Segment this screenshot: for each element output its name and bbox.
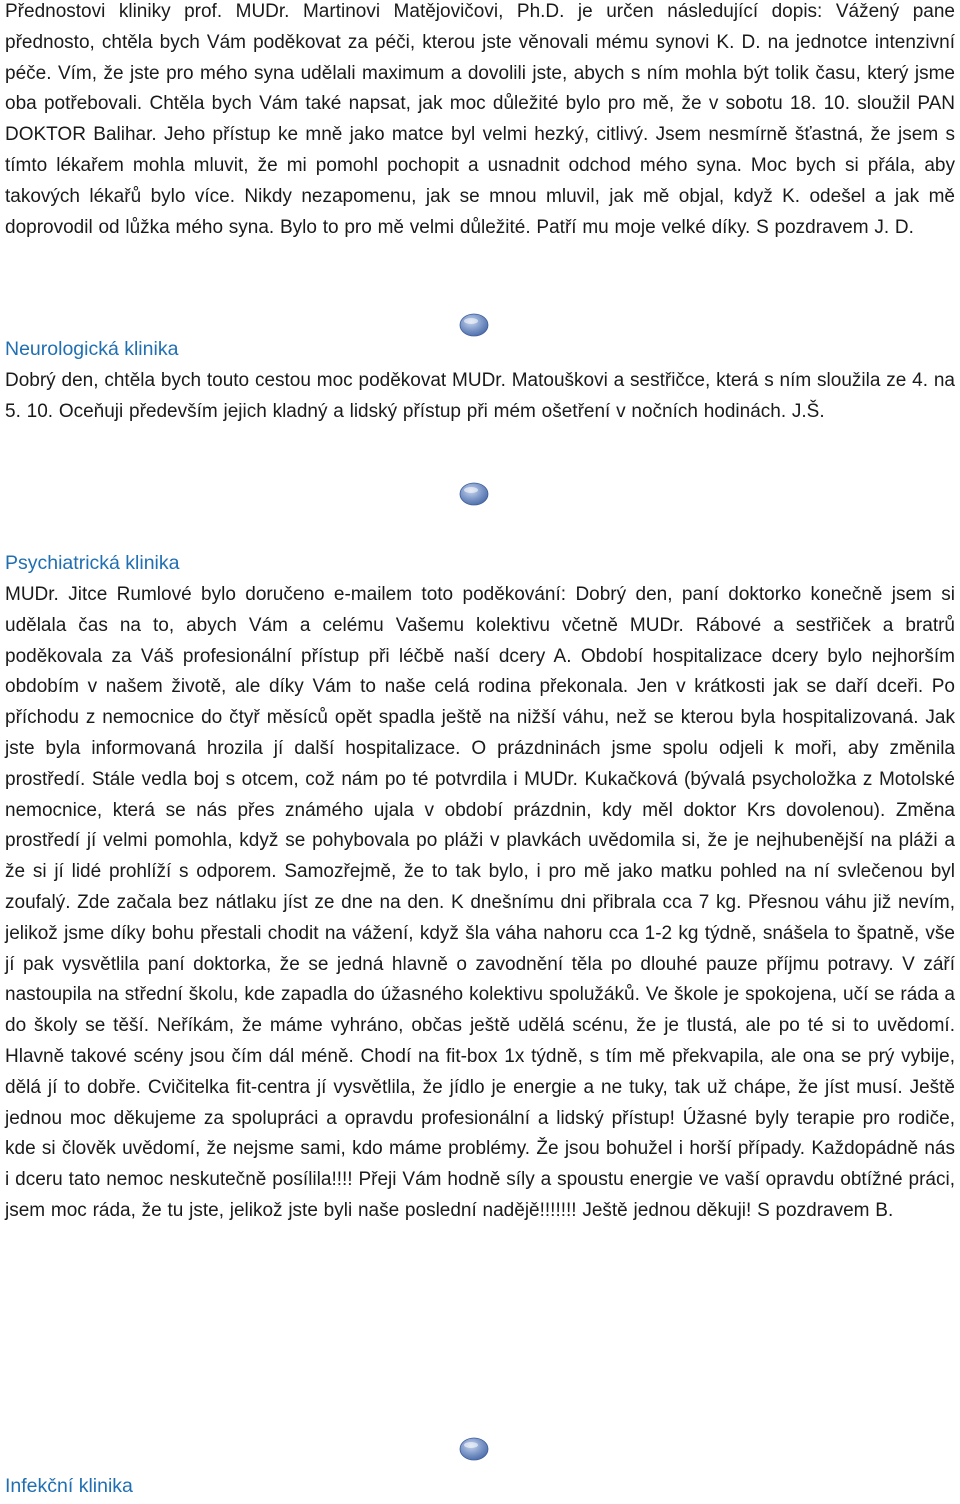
psychiatricka-paragraph: MUDr. Jitce Rumlové bylo doručeno e-mailem toto poděkování: Dobrý den, paní doktorko konečně jsem si udělala čas na to, abych Vám a celému Vašemu kolektivu včetně MUDr. Rábové a sestřiček a bratrů poděkovala za Váš profesionální přístup při léčbě naší dcery A. Období hospitalizace dcery bylo nejhorším obdobím v našem životě, ale díky Vám to naše celá rodina překonala. Jen v krátkosti jak se daří dceři. Po příchodu z nemocnice do čtyř měsíců opět spadla ještě na nižší váhu, než se kterou byla hospitalizovaná. Jak jste byla informovaná hrozila jí další hospitalizace. O prázdninách jsme spolu odjeli k moři, aby změnila prostředí. Stále vedla boj s otcem, což nám po té potvrdila i MUDr. Kukačková (bývalá psycholožka z Motolské nemocnice, která se nás přes známého ujala v období prázdnin, kdy měl doktor Krs dovolenou). Změna prostředí jí velmi pomohla, když se pohybovala po pláži v plavkách uvědomila si, že je nejhubenější na pláži a že si jí lidé prohlíží s odporem. Samozřejmě, že to tak bylo, i pro mě jako matku pohled na ní svlečenou byl zoufalý. Zde začala bez nátlaku jíst ze dne na den. K dnešnímu dni přibrala cca 7 kg. Přesnou váhu již nevím, jelikož jsme díky bohu přestali chodit na vážení, když šla váha nahoru cca 1-2 kg týdně, snášela to špatně, vše jí pak vysvětlila paní doktorka, že se jedná hlavně o zavodnění těla po dlouhé pauze příjmu potravy. V září nastoupila na střední školu, kde zapadla do úžasného kolektivu spolužáků. Ve škole je spokojena, učí se ráda a do školy se těší. Neříkám, že máme vyhráno, občas ještě udělá scénu, že je tlustá, ale po té si to uvědomí. Hlavně takové scény jsou čím dál méně. Chodí na fit-box 1x týdně, s tím mě překvapila, ale ona se prý vybije, dělá jí to dobře. Cvičitelka fit-centra jí vysvětlila, že jídlo je energie a ne tuky, tak už chápe, že jíst musí. Ještě jednou moc děkujeme za spolupráci a opravdu profesionální a lidský přístup! Úžasné byly terapie pro rodiče, kde si člověk uvědomí, že nejsme sami, kdo máme problémy. Že jsou bohužel i horší případy. Každopádně nás i dceru tato nemoc neskutečně posílila!!!! Přeji Vám hodně síly a spoustu energie ve vaší opravdu obtížné práci, jsem moc ráda, že tu jste, jelikož jste byli naše poslední nadějě!!!!!!! Ještě jednou děkuji! S pozdravem B. (5, 584, 955, 1221)
section-heading-neurologicka: Neurologická klinika (5, 338, 179, 360)
neurologicka-paragraph: Dobrý den, chtěla bych touto cestou moc poděkovat MUDr. Matouškovi a sestřičce, která s ním sloužila ze 4. na 5. 10. Oceňuji především jejich kladný a lidský přístup při mém ošetření v nočních hodinách. J.Š. (5, 370, 955, 422)
blue-oval-bullet-icon (459, 1437, 489, 1461)
blue-oval-bullet-icon (459, 313, 489, 337)
intro-paragraph: Přednostovi kliniky prof. MUDr. Martinovi Matějovičovi, Ph.D. je určen následující dopis: Vážený pane přednosto, chtěla bych Vám poděkovat za péči, kterou jste věnovali mému synovi K. D. na jednotce intenzivní péče. Vím, že jste pro mého syna udělali maximum a dovolili jste, abych s ním mohla být tolik času, který jsme oba potřebovali. Chtěla bych Vám také napsat, jak moc důležité bylo pro mě, že v sobotu 18. 10. sloužil PAN DOKTOR Balihar. Jeho přístup ke mně jako matce byl velmi hezký, citlivý. Jsem nesmírně šťastná, že jsem s tímto lékařem mohla mluvit, že mi pomohl pochopit a usnadnit odchod mého syna. Moc bych si přála, aby takových lékařů bylo více. Nikdy nezapomenu, jak se mnou mluvil, jak mě objal, když K. odešel a jak mě doprovodil od lůžka mého syna. Bylo to pro mě velmi důležité. Patří mu moje velké díky. S pozdravem J. D. (5, 1, 955, 238)
section-heading-infekcni: Infekční klinika (5, 1475, 133, 1497)
blue-oval-bullet-icon (459, 482, 489, 506)
section-heading-psychiatricka: Psychiatrická klinika (5, 552, 180, 574)
